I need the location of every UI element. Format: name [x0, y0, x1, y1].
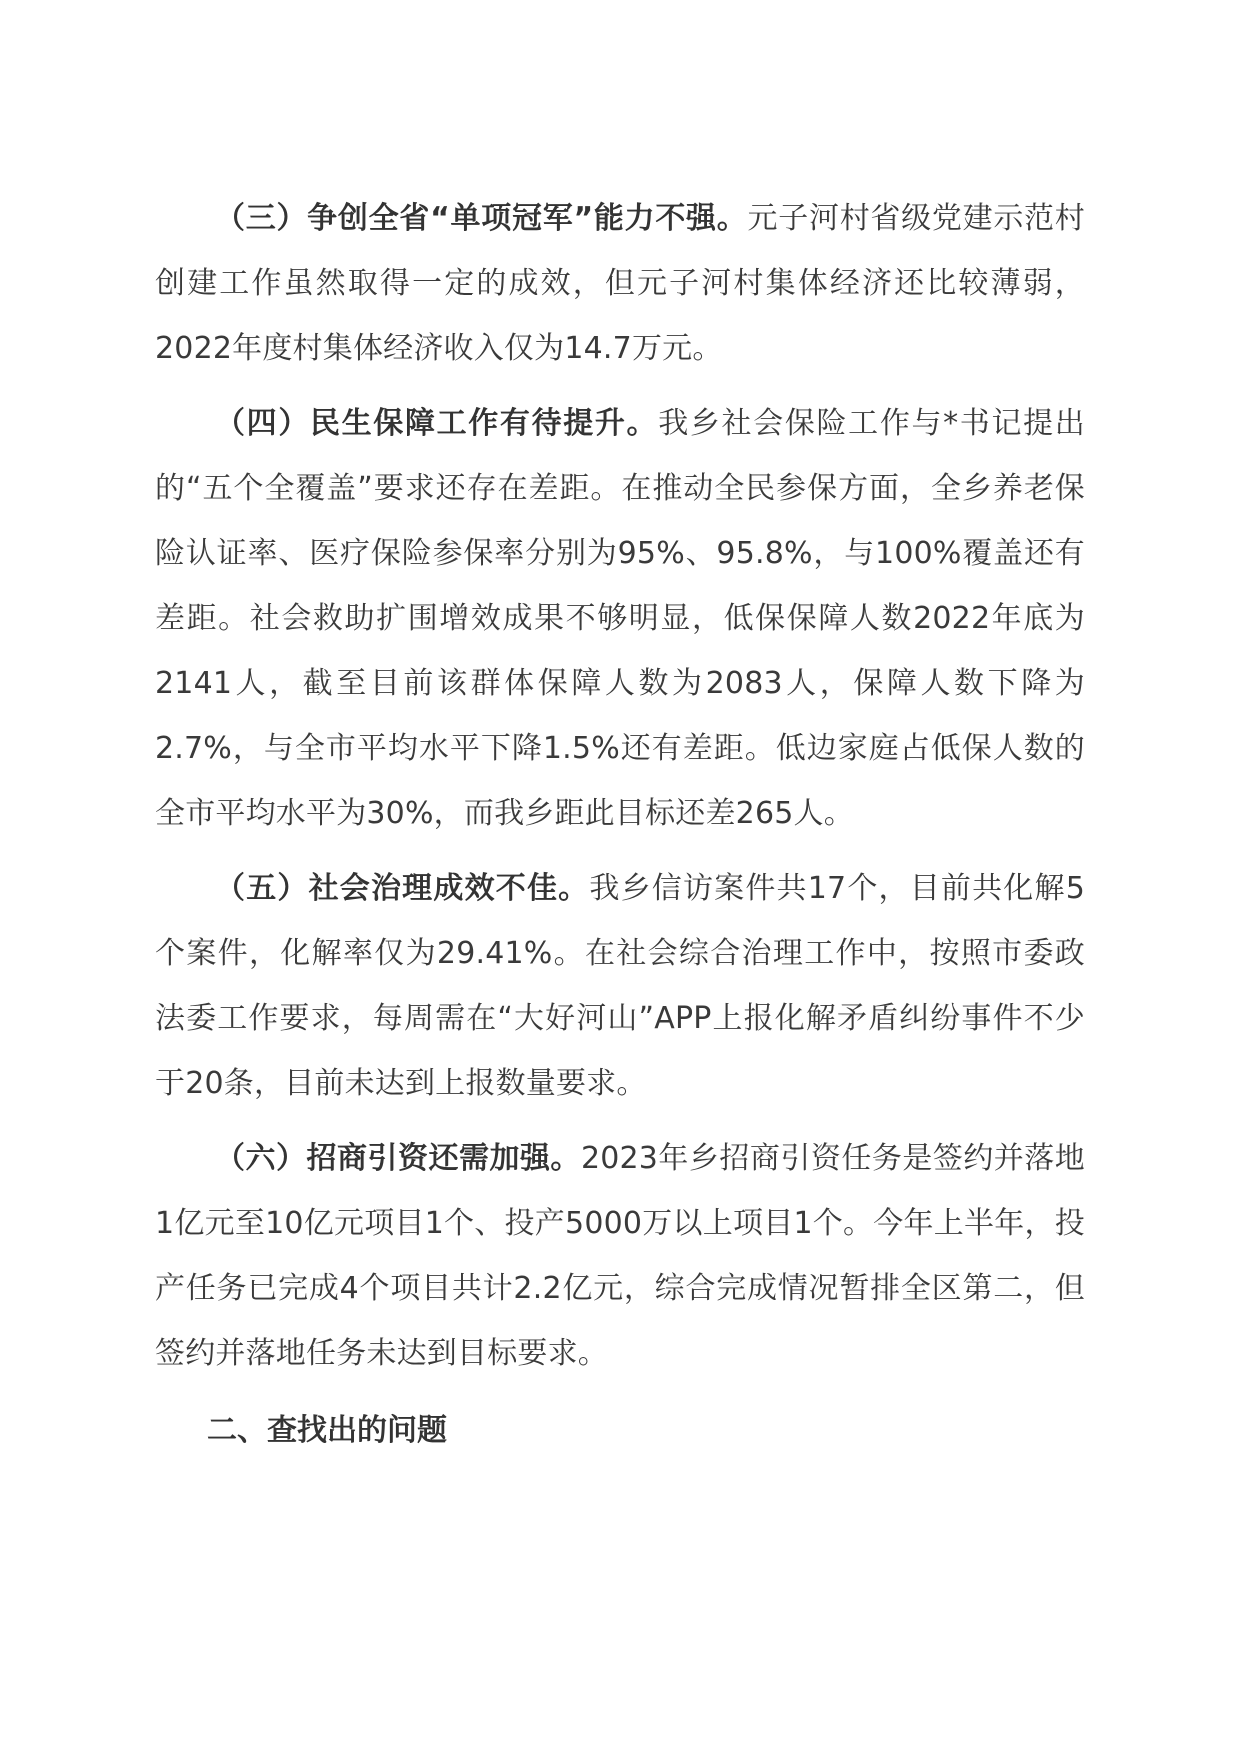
paragraph-heading: （五）社会治理成效不佳。: [215, 871, 590, 906]
paragraph-body: 2023年乡招商引资任务是签约并落地1亿元至10亿元项目1个、投产5000万以上项目1个。今年上半年，投产任务已完成4个项目共计2.2亿元，综合完成情况暂排全区第二，但签约并落地任务未达到目标要求。: [155, 1141, 1085, 1371]
paragraph-body: 我乡信访案件共17个，目前共化解5个案件，化解率仅为29.41%。在社会综合治理工作中，按照市委政法委工作要求，每周需在“大好河山”APP上报化解矛盾纠纷事件不少于20条，目前未达到上报数量要求。: [155, 871, 1085, 1101]
paragraph-heading: （三）争创全省“单项冠军”能力不强。: [215, 201, 748, 236]
document-body: [155, 186, 1085, 1463]
paragraph-5: [155, 856, 1085, 1116]
paragraph-heading: （四）民生保障工作有待提升。: [215, 406, 659, 441]
section-heading: 二、查找出的问题: [207, 1413, 447, 1448]
paragraph-6: [155, 1126, 1085, 1386]
paragraph-4: [155, 391, 1085, 846]
paragraph-heading: （六）招商引资还需加强。: [215, 1141, 581, 1176]
paragraph-body: 元子河村省级党建示范村创建工作虽然取得一定的成效，但元子河村集体经济还比较薄弱，2022年度村集体经济收入仅为14.7万元。: [155, 201, 1085, 366]
paragraph-body: 我乡社会保险工作与*书记提出的“五个全覆盖”要求还存在差距。在推动全民参保方面，全乡养老保险认证率、医疗保险参保率分别为95%、95.8%，与100%覆盖还有差距。社会救助扩围增效成果不够明显，低保保障人数2022年底为2141人，截至目前该群体保障人数为2083人，保障人数下降为2.7%，与全市平均水平下降1.5%还有差距。低边家庭占低保人数的全市平均水平为30%，而我乡距此目标还差265人。: [155, 406, 1085, 831]
paragraph-3: [155, 186, 1085, 381]
